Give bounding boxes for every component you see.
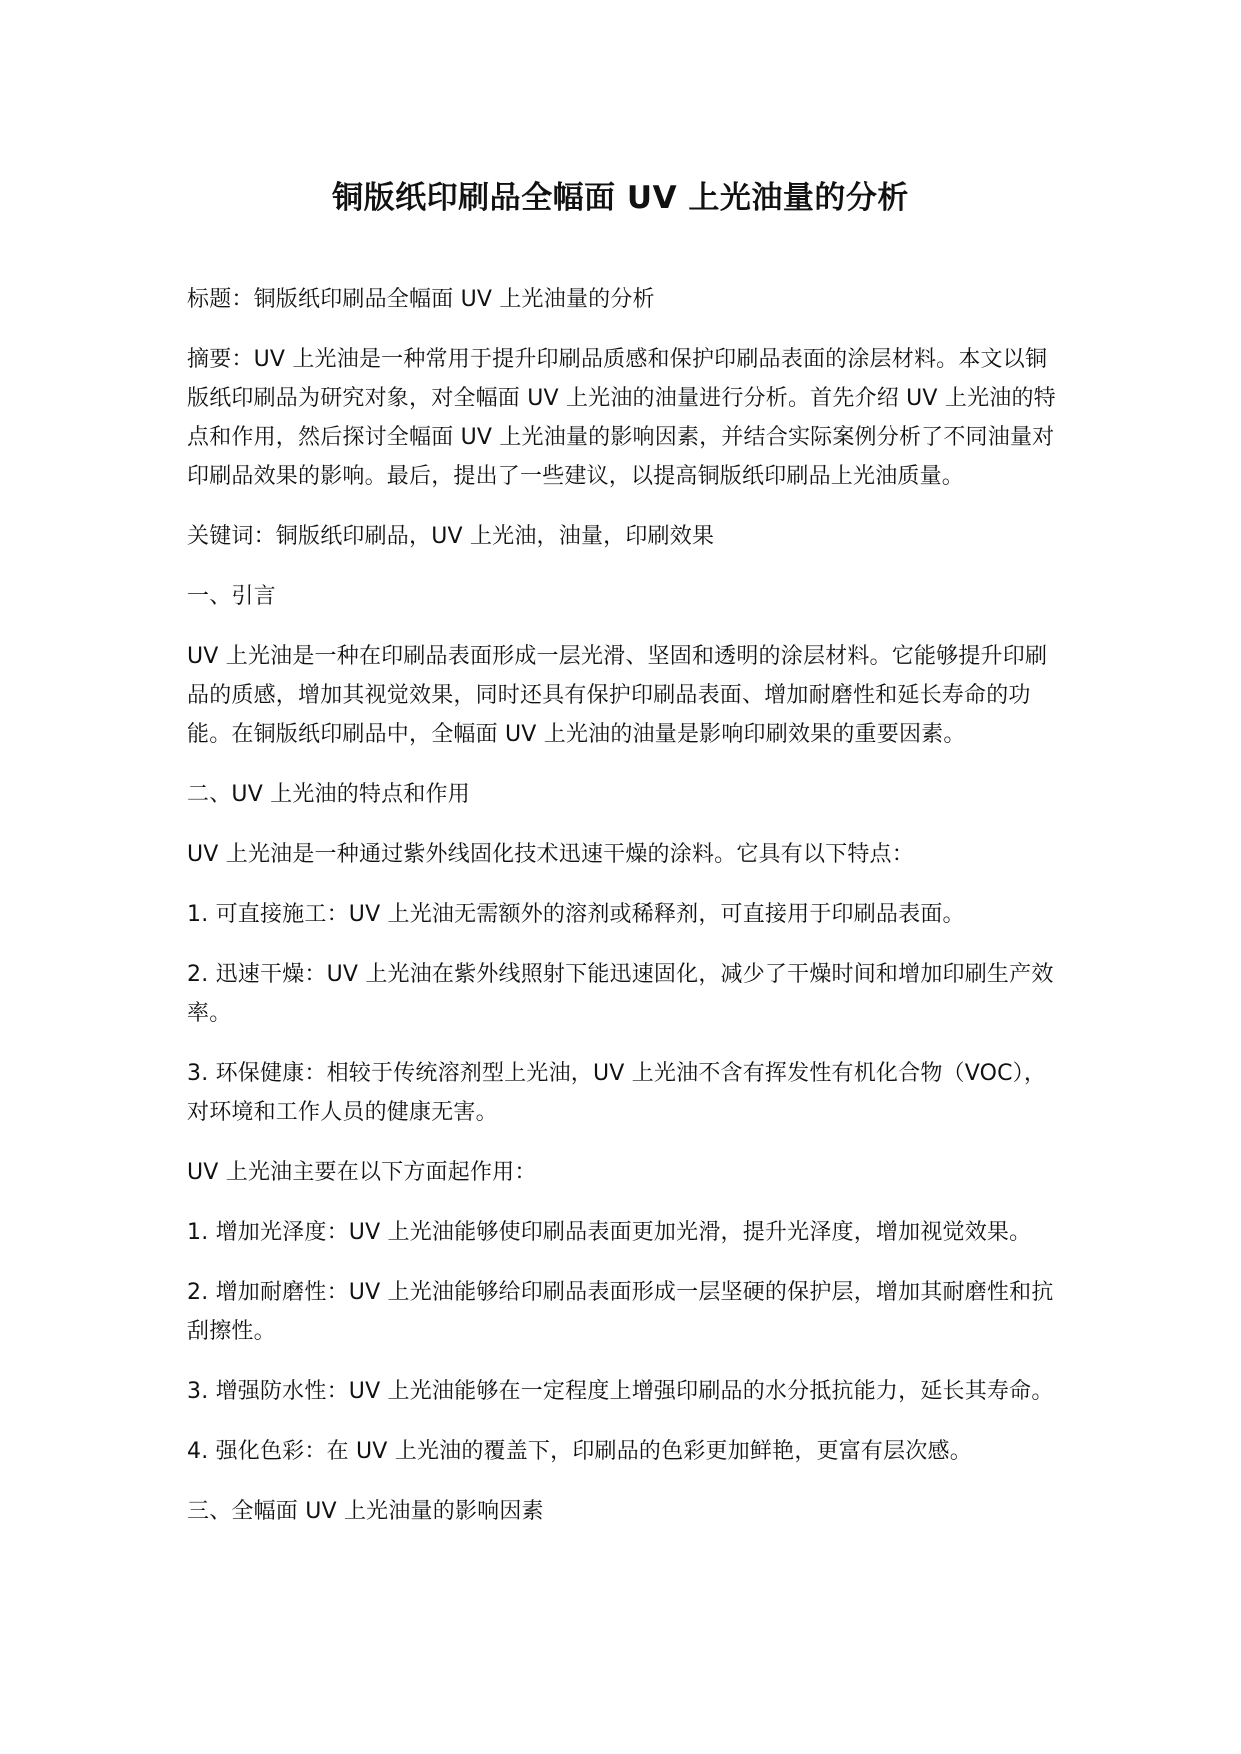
section-heading-intro: 一、引言: [187, 584, 276, 609]
document-title: 铜版纸印刷品全幅面 UV 上光油量的分析: [332, 180, 909, 216]
keywords-line: 关键词：铜版纸印刷品，UV 上光油，油量，印刷效果: [187, 524, 715, 549]
function-item-3: 3. 增强防水性：UV 上光油能够在一定程度上增强印刷品的水分抵抗能力，延长其寿命。: [187, 1379, 1054, 1404]
abstract-paragraph: 摘要：UV 上光油是一种常用于提升印刷品质感和保护印刷品表面的涂层材料。本文以铜版纸印刷品为研究对象，对全幅面 UV 上光油的油量进行分析。首先介绍 UV 上光油的特点和作用，然后探讨全幅面 UV 上光油量的影响因素，并结合实际案例分析了不同油量对印刷品效果的影响。最后，提出了一些建议，以提高铜版纸印刷品上光油质量。: [187, 347, 1056, 489]
section-heading-features: 二、UV 上光油的特点和作用: [187, 782, 470, 807]
section-heading-factors: 三、全幅面 UV 上光油量的影响因素: [187, 1499, 544, 1524]
feature-item-3: 3. 环保健康：相较于传统溶剂型上光油，UV 上光油不含有挥发性有机化合物（VOC），对环境和工作人员的健康无害。: [187, 1061, 1047, 1125]
function-item-4: 4. 强化色彩：在 UV 上光油的覆盖下，印刷品的色彩更加鲜艳，更富有层次感。: [187, 1439, 972, 1464]
function-item-2: 2. 增加耐磨性：UV 上光油能够给印刷品表面形成一层坚硬的保护层，增加其耐磨性和抗刮擦性。: [187, 1280, 1054, 1344]
title-line: 标题：铜版纸印刷品全幅面 UV 上光油量的分析: [187, 287, 655, 312]
document-body: [187, 280, 1067, 1552]
features-intro: UV 上光油是一种通过紫外线固化技术迅速干燥的涂料。它具有以下特点：: [187, 842, 914, 867]
functions-intro: UV 上光油主要在以下方面起作用：: [187, 1160, 537, 1185]
feature-item-2: 2. 迅速干燥：UV 上光油在紫外线照射下能迅速固化，减少了干燥时间和增加印刷生产效率。: [187, 962, 1054, 1026]
feature-item-1: 1. 可直接施工：UV 上光油无需额外的溶剂或稀释剂，可直接用于印刷品表面。: [187, 902, 965, 927]
function-item-1: 1. 增加光泽度：UV 上光油能够使印刷品表面更加光滑，提升光泽度，增加视觉效果。: [187, 1220, 1032, 1245]
intro-paragraph: UV 上光油是一种在印刷品表面形成一层光滑、坚固和透明的涂层材料。它能够提升印刷品的质感，增加其视觉效果，同时还具有保护印刷品表面、增加耐磨性和延长寿命的功能。在铜版纸印刷品中，全幅面 UV 上光油的油量是影响印刷效果的重要因素。: [187, 644, 1048, 747]
